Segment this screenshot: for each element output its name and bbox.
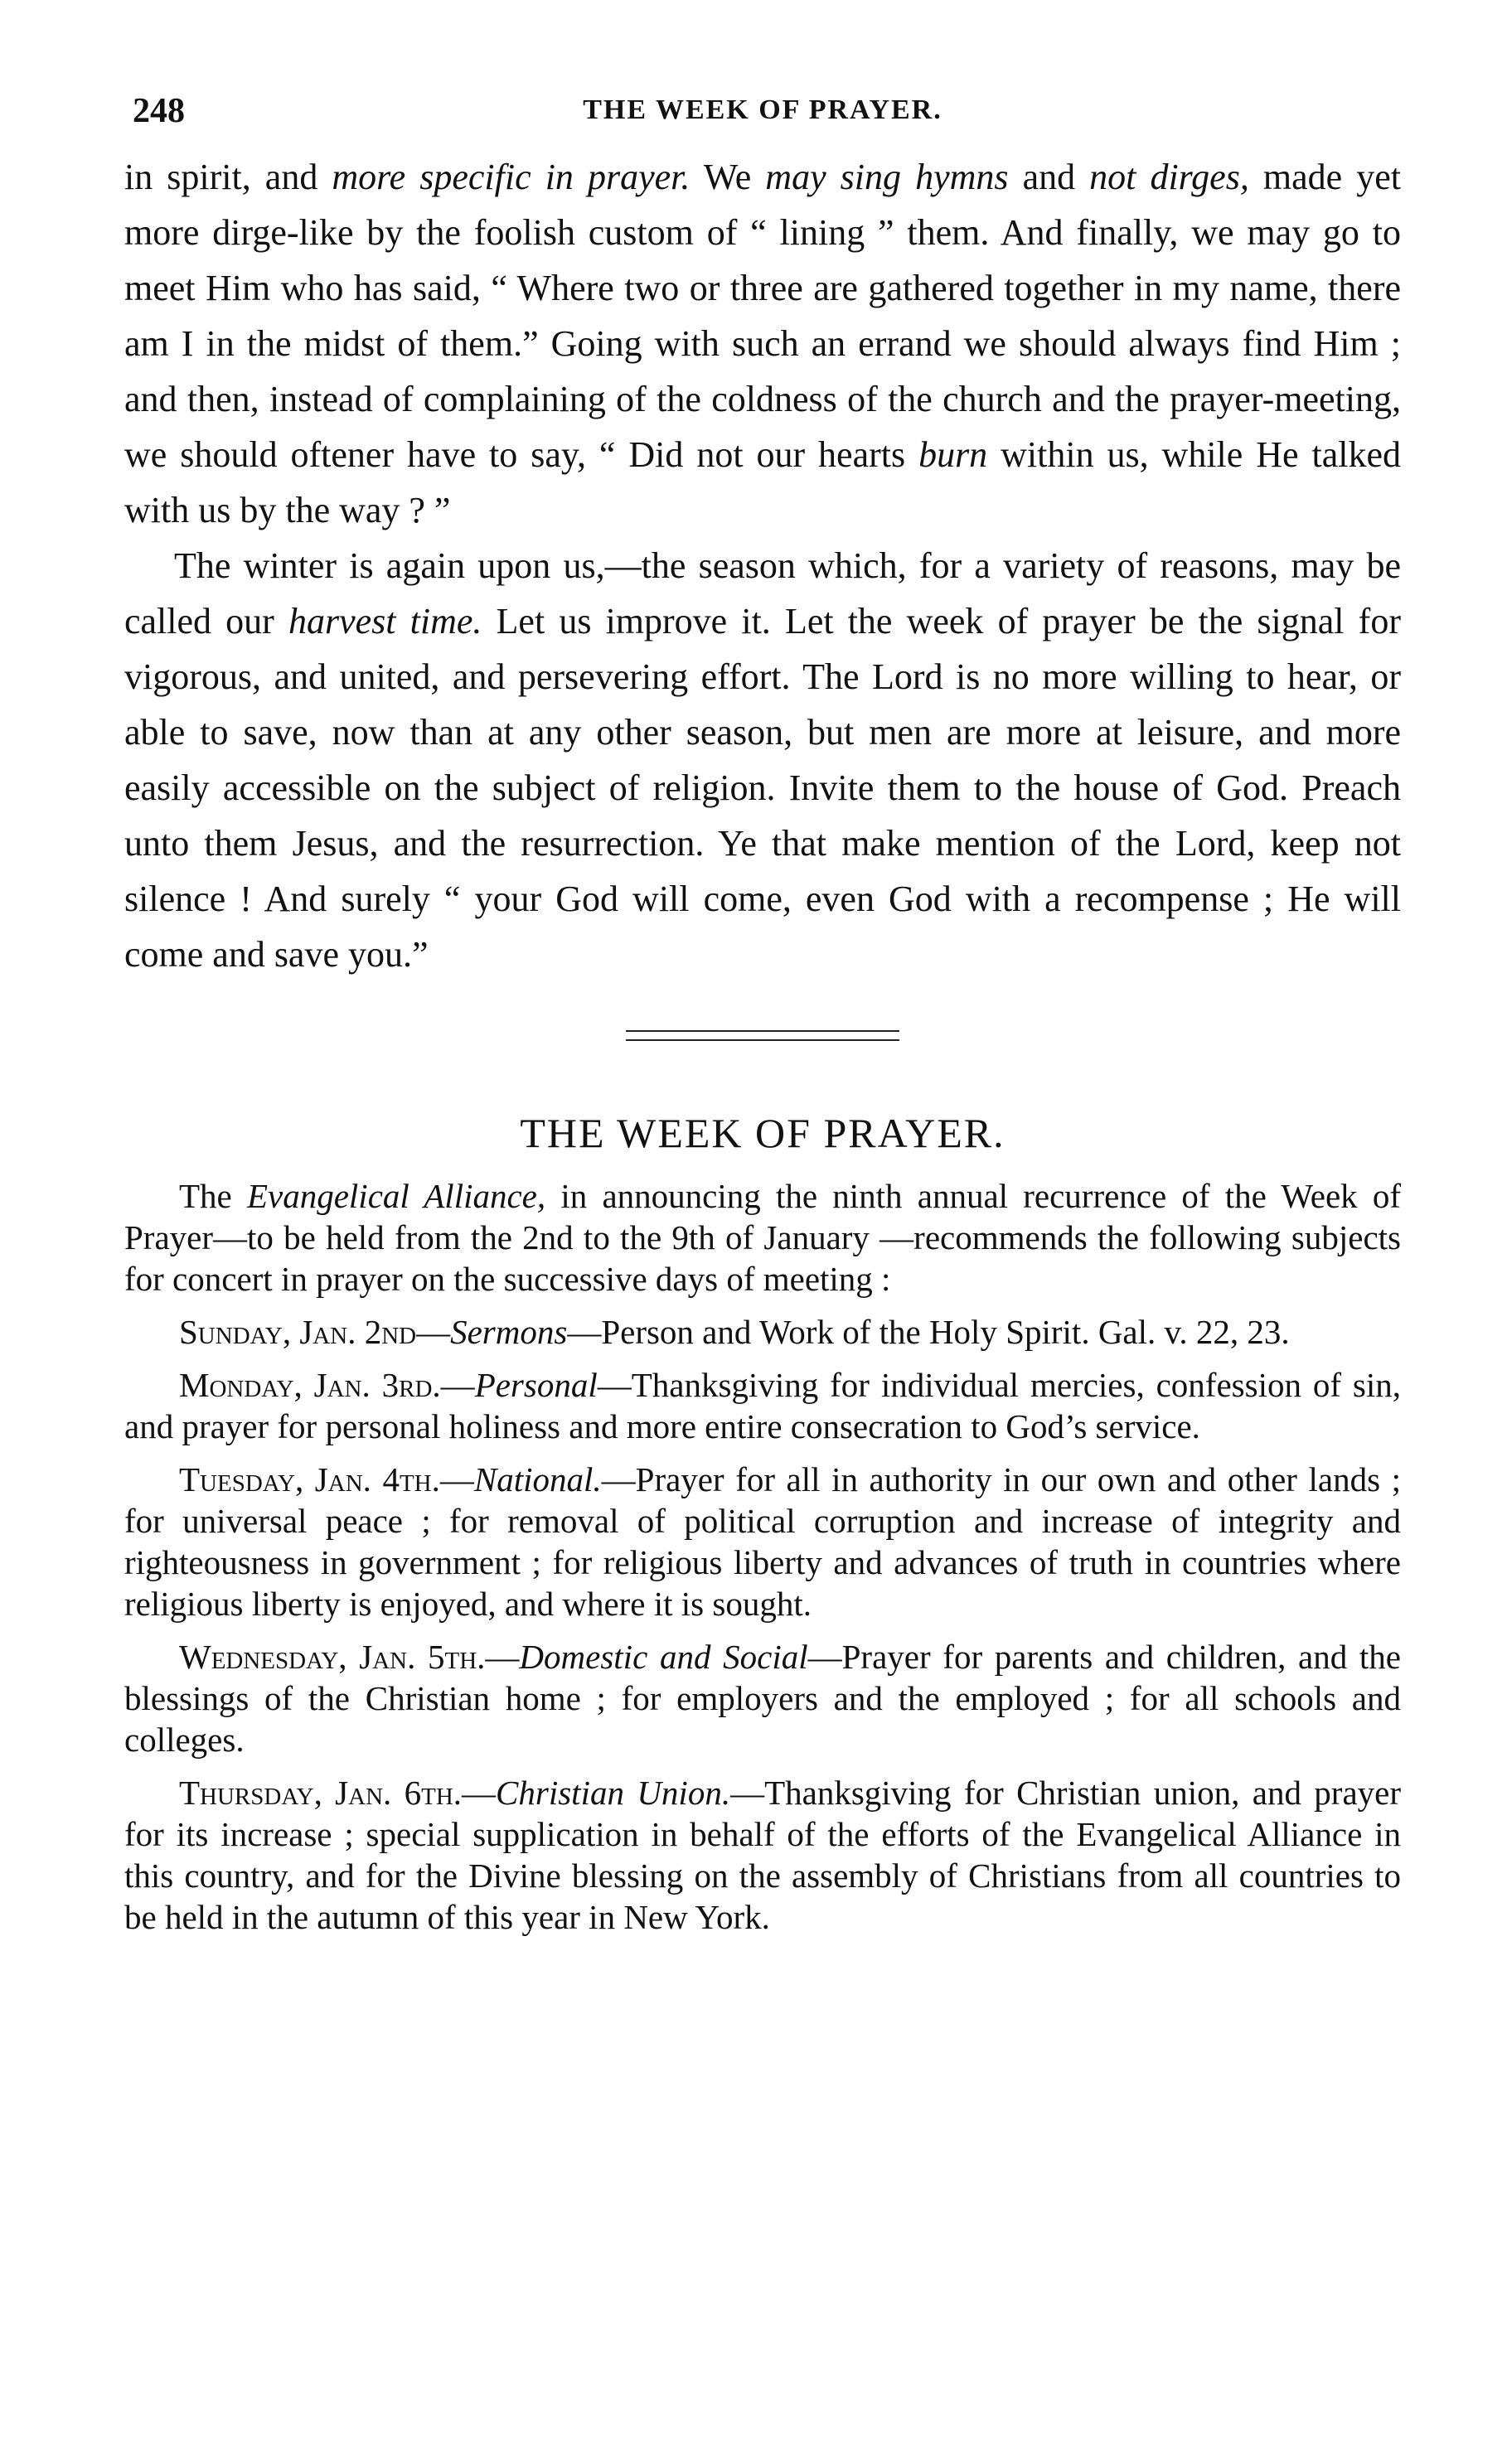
text-run: made yet more dirge-like by the foolish custom of “ lining ” them. And finally, we may go to meet Him who has said, “ Where two or three are gathered together in my name, there am I in the midst of them.” Going with such an errand we should always find Him ; and then, instead of complaining of the coldness of the church and the prayer-meeting, we should oftener have to say, “ Did not our hearts (124, 157, 1401, 475)
day-label: Tuesday, Jan. 4th.— (179, 1460, 474, 1498)
section-body (124, 1175, 1401, 1938)
continued-article (124, 149, 1401, 982)
italic-run: harvest time. (288, 601, 482, 641)
day-topic: Domestic and Social (519, 1638, 808, 1676)
day-entry-sunday (124, 1311, 1401, 1353)
divider-rule (626, 1039, 899, 1041)
day-topic: National. (473, 1460, 602, 1498)
day-entry-monday (124, 1364, 1401, 1447)
running-head (124, 91, 1401, 149)
text-run: and (1008, 157, 1090, 197)
day-topic: Sermons (450, 1313, 568, 1351)
day-label: Sunday, Jan. 2nd— (179, 1313, 451, 1351)
paragraph (124, 149, 1401, 538)
running-title: THE WEEK OF PRAYER. (583, 94, 942, 125)
day-text: —Thanksgiving for Christian union, and prayer for its increase ; special supplication in behalf of the efforts of the Evangelical Alliance in this country, and for the Divine blessing on the assembly of Christians from all countries to be held in the autumn of this year in New York. (124, 1774, 1401, 1936)
page-number: 248 (133, 92, 185, 130)
text-run: The winter is again upon us,—the season which, for a variety of reasons, may be called our (124, 545, 1401, 641)
day-label: Thursday, Jan. 6th.— (179, 1774, 497, 1812)
day-topic: Christian Union. (496, 1774, 731, 1812)
day-text: —Thanksgiving for individual mercies, confession of sin, and prayer for personal holiness and more entire consecration to God’s service. (124, 1366, 1401, 1445)
day-label: Wednesday, Jan. 5th.— (179, 1638, 520, 1676)
text-run: Let us improve it. Let the week of prayer be the signal for vigorous, and united, and persevering effort. The Lord is no more willing to hear, or able to save, now than at any other season, but men are more at leisure, and more easily accessible on the subject of religion. Invite them to the house of God. Preach unto them Jesus, and the resurrection. Ye that make mention of the Lord, keep not silence ! And surely “ your God will come, even God with a recompense ; He will come and save you.” (124, 601, 1401, 975)
section-divider (626, 1030, 899, 1041)
day-entry-tuesday (124, 1459, 1401, 1624)
text-run: The (179, 1177, 247, 1215)
text-run: in announcing the ninth annual recurrence of the Week of Prayer—to be held from the 2nd to the 9th of January —recommends the following subjects for concert in prayer on the successive days of meeting : (124, 1177, 1402, 1298)
day-entry-thursday (124, 1772, 1401, 1938)
day-text: —Prayer for all in authority in our own and other lands ; for universal peace ; for removal of political corruption and increase of integrity and righteousness in government ; for religious liberty and advances of truth in countries where religious liberty is enjoyed, and where it is sought. (124, 1460, 1401, 1623)
day-topic: Personal (474, 1366, 598, 1404)
day-entry-wednesday (124, 1636, 1401, 1760)
section-title: THE WEEK OF PRAYER. (520, 1110, 1005, 1156)
divider-rule (626, 1030, 899, 1032)
italic-run: may sing hymns (765, 157, 1009, 197)
italic-run: Evangelical Alliance, (246, 1177, 546, 1215)
intro-paragraph (124, 1175, 1401, 1300)
italic-run: more specific in prayer. (332, 157, 691, 197)
italic-run: not dirges, (1089, 157, 1249, 197)
text-run: in spirit, and (124, 157, 332, 197)
italic-run: burn (918, 434, 988, 475)
text-run: We (690, 157, 766, 197)
text-run: within us, while He talked with us by the way ? ” (124, 434, 1401, 530)
book-page (124, 91, 1401, 1949)
paragraph (124, 538, 1401, 982)
day-label: Monday, Jan. 3rd.— (179, 1366, 475, 1404)
day-text: —Prayer for parents and children, and the blessings of the Christian home ; for employers and the employed ; for all schools and colleges. (124, 1638, 1401, 1759)
day-text: —Person and Work of the Holy Spirit. Gal. v. 22, 23. (567, 1313, 1290, 1351)
